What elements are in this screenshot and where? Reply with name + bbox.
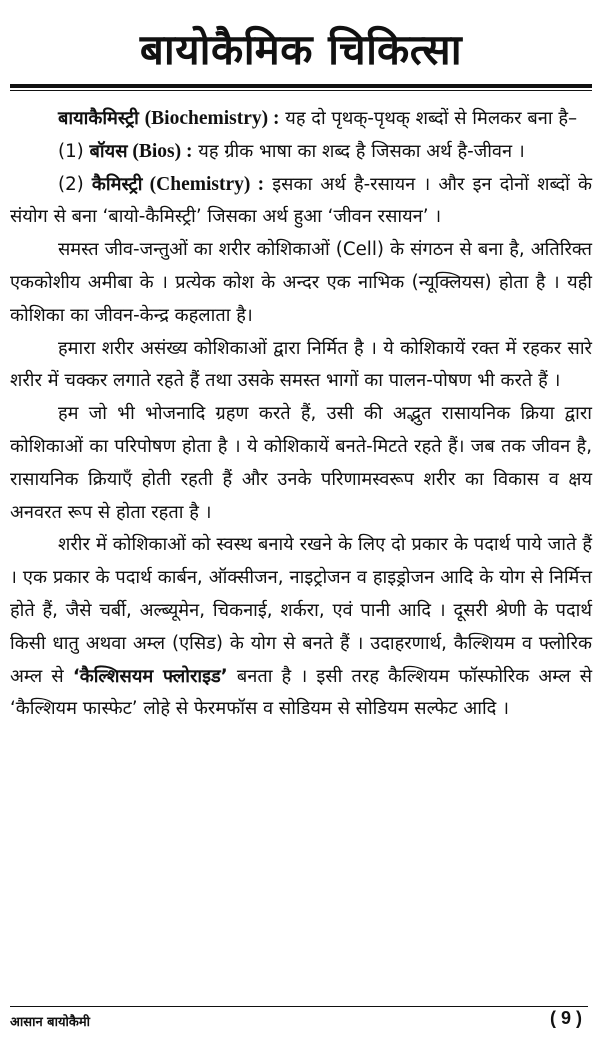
body-text — [10, 103, 592, 726]
item-bios-term: बॉयस — [89, 140, 128, 162]
item-bios-number: (1) — [58, 140, 90, 162]
item-chemistry-term-en: (Chemistry) : — [142, 173, 265, 195]
intro-paragraph — [10, 103, 592, 136]
substances-text-2: बनता है । इसी तरह कैल्शियम फॉस्फोरिक अम्ल से ‘कैल्शियम फास्फेट’ लोहे से फेरमफॉस व सोडियम से सोडियम सल्फेट आदि । — [10, 665, 592, 720]
paragraph-body-cells: हमारा शरीर असंख्य कोशिकाओं द्वारा निर्मित है । ये कोशिकायें रक्त में रहकर सारे शरीर में चक्कर लगाते रहते हैं तथा उसके समस्त भागों का पालन-पोषण भी करते हैं । — [10, 337, 592, 392]
paragraph-nutrition: हम जो भी भोजनादि ग्रहण करते हैं, उसी की अद्भुत रासायनिक क्रिया द्वारा कोशिकाओं का परिपोषण होता है । ये कोशिकायें बनते-मिटते रहते हैं। जब तक जीवन है, रासायनिक क्रियाएँ होती रहती हैं और उनके परिणामस्वरूप शरीर का विकास व क्षय अनवरत रूप से होता रहता है । — [10, 403, 592, 523]
item-bios-term-en: (Bios) : — [127, 140, 193, 162]
page-number: ( 9 ) — [549, 1008, 582, 1028]
intro-term: बायाकैमिस्ट्री — [58, 108, 139, 129]
paragraph-cells: समस्त जीव-जन्तुओं का शरीर कोशिकाओं (Cell) के संगठन से बना है, अतिरिक्त एककोशीय अमीबा के । प्रत्येक कोश के अन्दर एक नाभिक (न्यूक्लियस) होता है । यही कोशिका का जीवन-केन्द्र कहलाता है। — [10, 239, 592, 326]
item-chemistry — [10, 169, 592, 235]
title-rule-thick — [10, 84, 592, 88]
substances-bold-term: ‘कैल्शिसयम फ्लोराइड’ — [72, 665, 228, 687]
paragraph-substances — [10, 529, 592, 726]
page-footer — [10, 1006, 588, 1036]
item-chemistry-text: इसका अर्थ है-रसायन । और इन दोनों शब्दों के संयोग से बना ‘बायो-कैमिस्ट्री’ जिसका अर्थ हुआ ‘जीवन रसायन’ । — [10, 173, 592, 228]
page-title: बायोकैमिक चिकित्सा — [139, 25, 463, 74]
substances-text-1: शरीर में कोशिकाओं को स्वस्थ बनाये रखने के लिए दो प्रकार के पदार्थ पाये जाते हैं । एक प्रकार के पदार्थ कार्बन, ऑक्सीजन, नाइट्रोजन व हाइड्रोजन आदि के योग से निर्मित्त होते हैं, जैसे चर्बी, अल्ब्यूमेन, चिकनाई, शर्करा, एवं पानी आदि । दूसरी श्रेणी के पदार्थ किसी धातु अथवा अम्ल (एसिड) के योग से बनते हैं । उदाहरणार्थ, कैल्शियम व फ्लोरिक अम्ल से — [10, 534, 592, 687]
title-rule-thin — [10, 90, 592, 91]
intro-term-en: (Biochemistry) : — [144, 108, 280, 129]
item-chemistry-number: (2) — [58, 173, 92, 195]
intro-text: यह दो पृथक्-पृथक् शब्दों से मिलकर बना है– — [279, 108, 578, 129]
footer-rule — [10, 1006, 588, 1007]
book-title: आसान बायोकैमी — [10, 1015, 91, 1030]
item-bios — [10, 136, 592, 169]
item-bios-text: यह ग्रीक भाषा का शब्द है जिसका अर्थ है-जीवन । — [192, 140, 525, 162]
item-chemistry-term: कैमिस्ट्री — [91, 173, 143, 195]
